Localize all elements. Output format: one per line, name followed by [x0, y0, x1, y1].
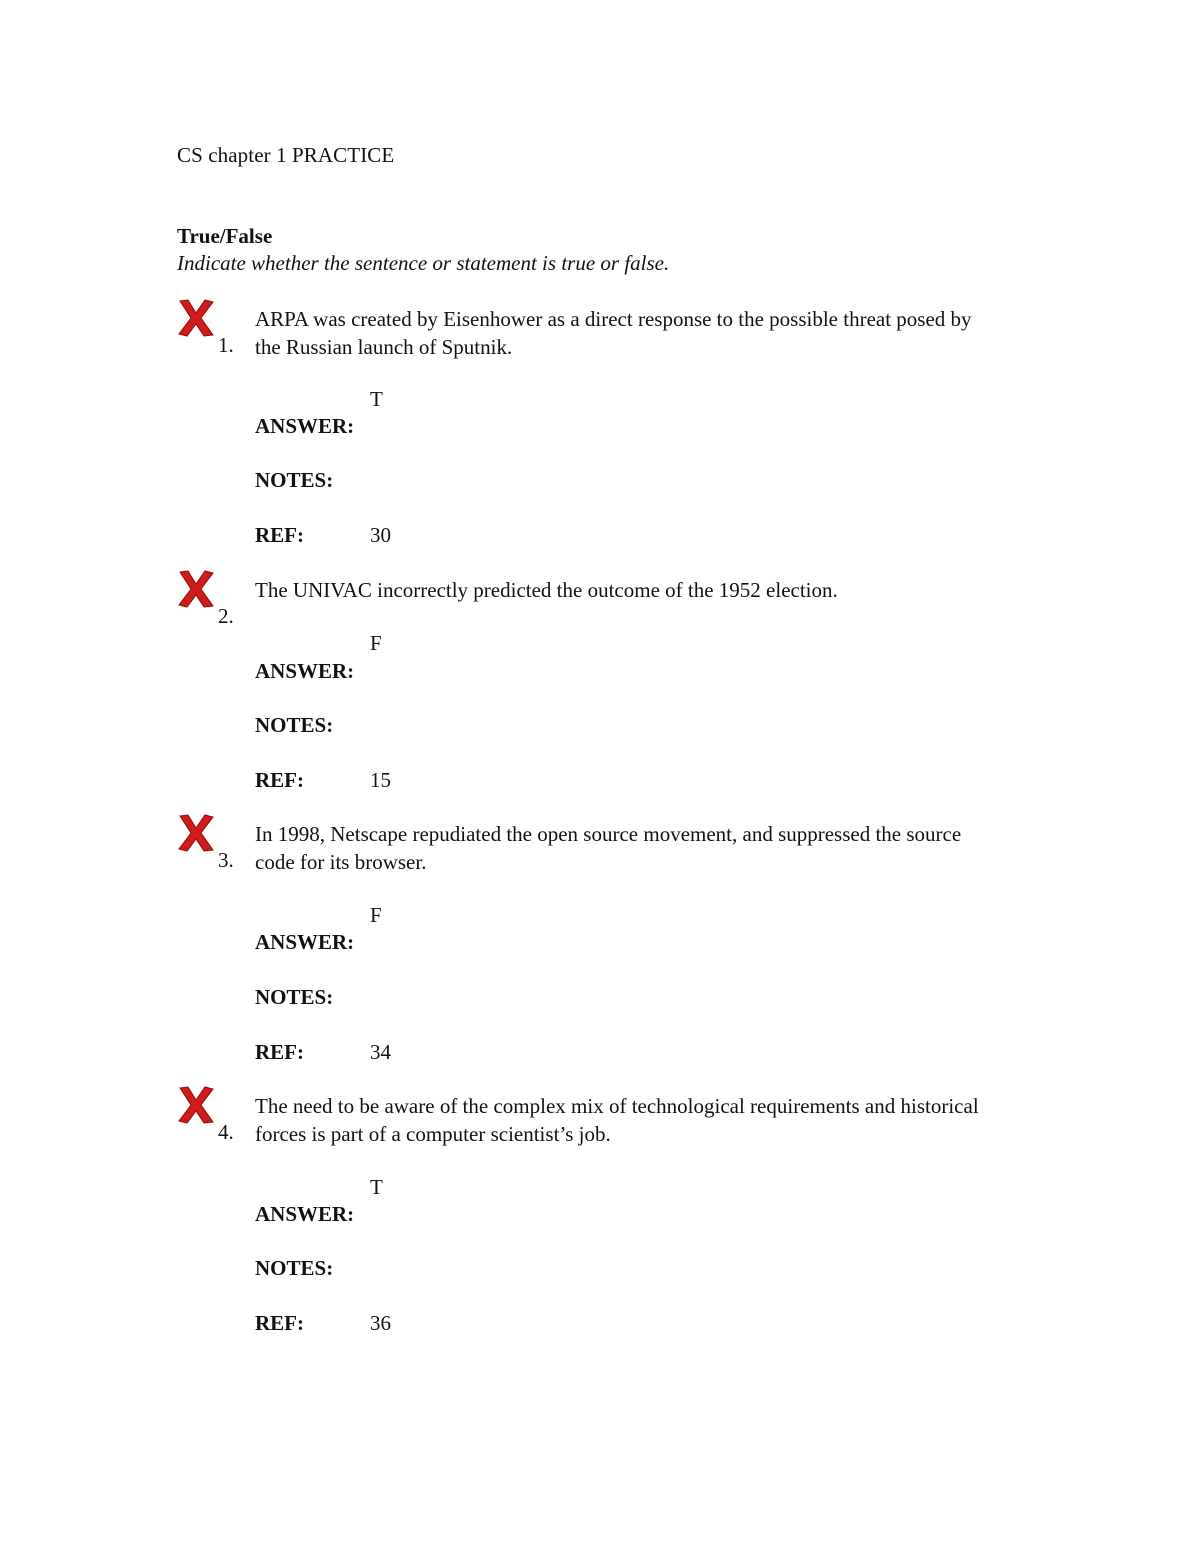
question-text: In 1998, Netscape repudiated the open source movement, and suppressed the source code for its browser. [255, 822, 962, 874]
answer-value: T [370, 387, 383, 411]
document-title: CS chapter 1 PRACTICE [177, 143, 395, 167]
question-text: The need to be aware of the complex mix of technological requirements and historical forces is part of a computer scientist’s job. [255, 1094, 979, 1146]
answer-value: T [370, 1175, 383, 1199]
ref-value: 36 [370, 1311, 391, 1335]
notes-label: NOTES: [255, 713, 334, 737]
ref-label: REF: [255, 768, 304, 792]
answer-label: ANSWER: [255, 1202, 355, 1226]
answer-label: ANSWER: [255, 414, 355, 438]
question-number: 3. [218, 848, 234, 872]
ref-label: REF: [255, 523, 304, 547]
answer-value: F [370, 903, 382, 927]
ref-value: 30 [370, 523, 391, 547]
section-heading: True/False [177, 224, 273, 248]
notes-label: NOTES: [255, 985, 334, 1009]
question-text: ARPA was created by Eisenhower as a direct response to the possible threat posed by the Russian launch of Sputnik. [255, 307, 972, 359]
x-mark-icon [176, 1084, 216, 1126]
ref-label: REF: [255, 1040, 304, 1064]
x-mark-icon [176, 568, 216, 610]
question-number: 2. [218, 604, 234, 628]
notes-label: NOTES: [255, 1256, 334, 1280]
answer-label: ANSWER: [255, 659, 355, 683]
x-mark-icon [176, 812, 216, 854]
ref-value: 34 [370, 1040, 391, 1064]
question-number: 1. [218, 333, 234, 357]
question-number: 4. [218, 1120, 234, 1144]
answer-label: ANSWER: [255, 930, 355, 954]
notes-label: NOTES: [255, 468, 334, 492]
ref-label: REF: [255, 1311, 304, 1335]
x-mark-icon [176, 297, 216, 339]
section-instructions: Indicate whether the sentence or statement is true or false. [177, 251, 670, 275]
answer-value: F [370, 631, 382, 655]
question-text: The UNIVAC incorrectly predicted the outcome of the 1952 election. [255, 578, 838, 602]
ref-value: 15 [370, 768, 391, 792]
